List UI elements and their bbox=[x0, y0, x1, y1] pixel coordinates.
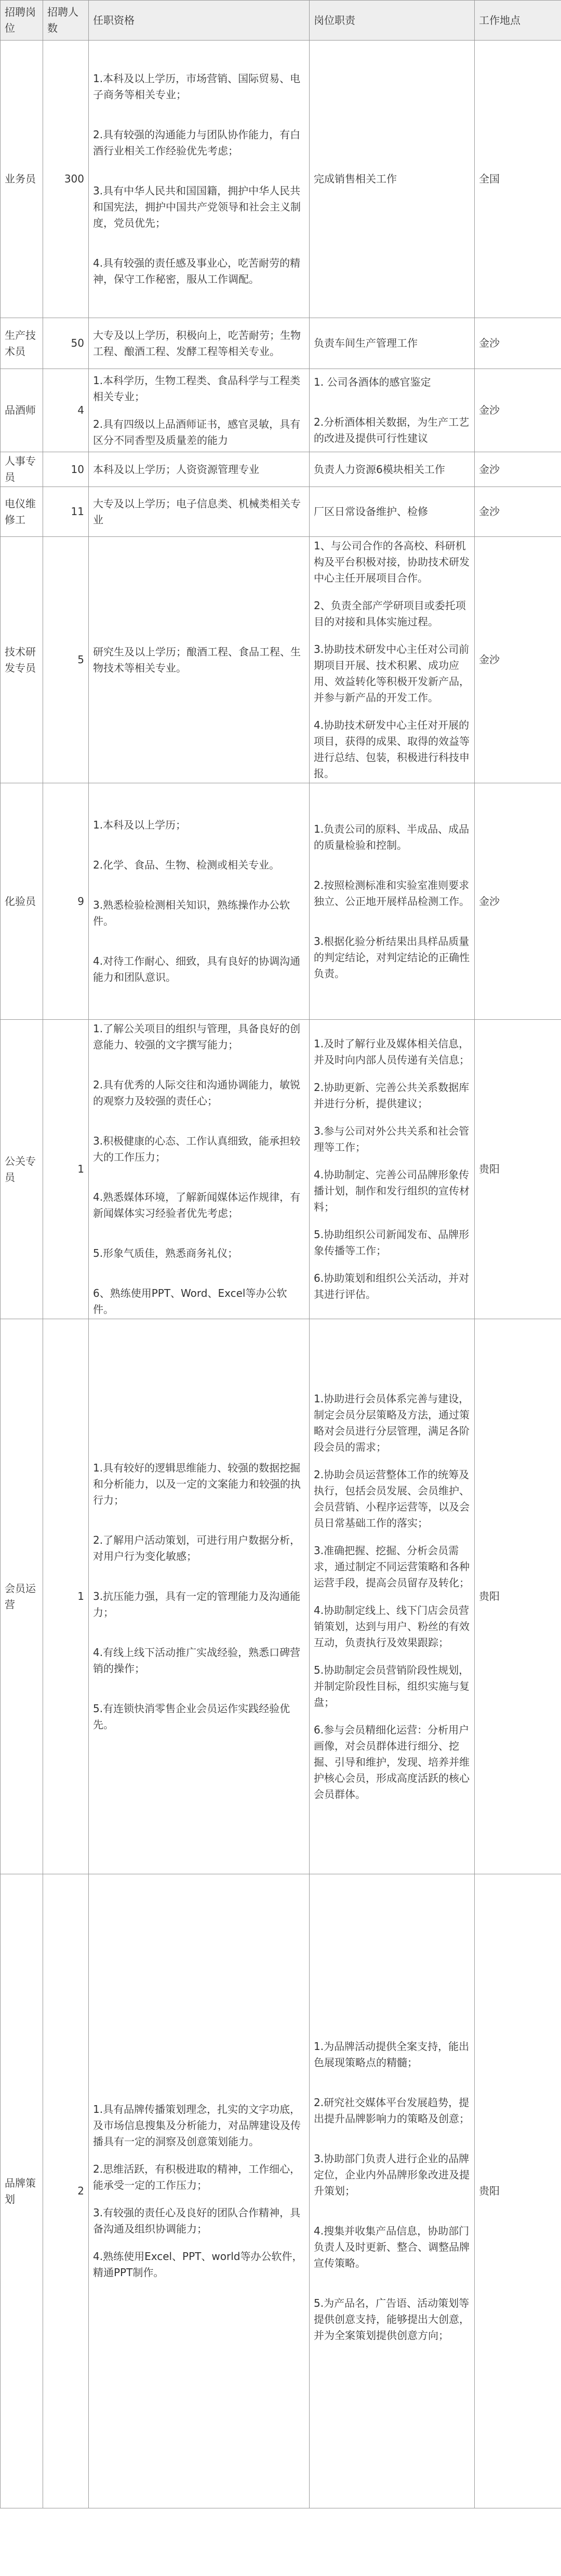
duties-cell bbox=[310, 1319, 475, 1874]
table-header-row bbox=[1, 1, 561, 41]
duties-item: 2.按照检测标准和实验室准则要求独立、公正地开展样品检测工作。 bbox=[314, 878, 470, 908]
requirements-item: 2.具有四级以上品酒师证书，感官灵敏，具有区分不同香型及质量差的能力 bbox=[93, 417, 301, 446]
count-cell: 50 bbox=[43, 318, 89, 369]
position-cell: 人事专员 bbox=[1, 452, 43, 487]
duties-item: 负责人力资源6模块相关工作 bbox=[314, 463, 445, 476]
duties-cell bbox=[310, 783, 475, 1020]
table-row bbox=[1, 369, 561, 452]
requirements-item: 4.熟练使用Excel、PPT、world等办公软件，精通PPT制作。 bbox=[93, 2250, 303, 2279]
count-cell: 11 bbox=[43, 487, 89, 537]
requirements-cell bbox=[89, 1874, 310, 2508]
duties-item: 3.协助部门负责人进行企业的品牌定位，企业内外品牌形象改进及提升策划； bbox=[314, 2152, 470, 2197]
table-row bbox=[1, 1319, 561, 1874]
requirements-cell bbox=[89, 487, 310, 537]
requirements-cell bbox=[89, 1020, 310, 1319]
duties-item: 2、负责全部产学研项目或委托项目的对接和具体实施过程。 bbox=[314, 599, 466, 628]
position-cell: 品酒师 bbox=[1, 369, 43, 452]
header-count: 招聘人数 bbox=[43, 1, 89, 41]
header-duties: 岗位职责 bbox=[310, 1, 475, 41]
requirements-item: 1.具有品牌传播策划理念，扎实的文字功底，及市场信息搜集及分析能力，对品牌建设及传播具有一定的洞察及创意策划能力。 bbox=[93, 2103, 301, 2148]
requirements-item: 2.具有较强的沟通能力与团队协作能力，有白酒行业相关工作经验优先考虑； bbox=[93, 128, 301, 157]
position-cell: 生产技术员 bbox=[1, 318, 43, 369]
table-row bbox=[1, 41, 561, 318]
duties-cell bbox=[310, 537, 475, 783]
location-cell: 金沙 bbox=[475, 452, 561, 487]
requirements-item: 3.积极健康的心态、工作认真细致，能承担较大的工作压力； bbox=[93, 1135, 301, 1163]
requirements-item: 大专及以上学历；电子信息类、机械类相关专业 bbox=[93, 497, 301, 526]
duties-item: 4.协助制定线上、线下门店会员营销策划，达到与用户、粉丝的有效互动，负责执行及效果跟踪； bbox=[314, 1604, 470, 1649]
count-cell: 1 bbox=[43, 1020, 89, 1319]
duties-item: 1、与公司合作的各高校、科研机构及平台积极对接，协助技术研发中心主任开展项目合作。 bbox=[314, 540, 470, 584]
requirements-item: 2.思维活跃，有积极进取的精神，工作细心，能承受一定的工作压力； bbox=[93, 2163, 301, 2191]
duties-item: 3.准确把握、挖掘、分析会员需求，通过制定不同运营策略和各种运营手段，提高会员留存及转化； bbox=[314, 1544, 470, 1589]
requirements-item: 5.有连锁快消零售企业会员运作实践经验优先。 bbox=[93, 1702, 290, 1731]
duties-cell bbox=[310, 487, 475, 537]
location-cell: 贵阳 bbox=[475, 1319, 561, 1874]
requirements-cell bbox=[89, 452, 310, 487]
duties-item: 5.协助制定会员营销阶段性规划，并制定阶段性目标，组织实施与复盘； bbox=[314, 1663, 470, 1708]
table-row bbox=[1, 783, 561, 1020]
count-cell: 300 bbox=[43, 41, 89, 318]
position-cell: 化验员 bbox=[1, 783, 43, 1020]
requirements-cell bbox=[89, 369, 310, 452]
duties-item: 4.协助制定、完善公司品牌形象传播计划，制作和发行组织的宣传材料； bbox=[314, 1168, 470, 1213]
requirements-cell bbox=[89, 41, 310, 318]
requirements-item: 2.了解用户活动策划，可进行用户数据分析，对用户行为变化敏感； bbox=[93, 1534, 301, 1562]
duties-cell bbox=[310, 369, 475, 452]
requirements-item: 3.有较强的责任心及良好的团队合作精神，具备沟通及组织协调能力； bbox=[93, 2206, 301, 2235]
table-row bbox=[1, 1874, 561, 2508]
requirements-item: 1.本科学历，生物工程类、食品科学与工程类相关专业； bbox=[93, 374, 301, 403]
header-location: 工作地点 bbox=[475, 1, 561, 41]
duties-item: 2.协助更新、完善公共关系数据库并进行分析，提供建议； bbox=[314, 1081, 470, 1110]
location-cell: 金沙 bbox=[475, 487, 561, 537]
duties-item: 2.协助会员运营整体工作的统筹及执行，包括会员发展、会员维护、会员营销、小程序运营等，以及会员日常基础工作的落实； bbox=[314, 1468, 470, 1529]
position-cell: 公关专员 bbox=[1, 1020, 43, 1319]
table-body bbox=[1, 41, 561, 2508]
requirements-item: 4.熟悉媒体环境，了解新闻媒体运作规律，有新闻媒体实习经验者优先考虑； bbox=[93, 1191, 301, 1219]
requirements-item: 1.本科及以上学历，市场营销、国际贸易、电子商务等相关专业； bbox=[93, 72, 301, 101]
duties-cell bbox=[310, 452, 475, 487]
duties-item: 1. 公司各酒体的感官鉴定 bbox=[314, 376, 431, 388]
requirements-item: 大专及以上学历，积极向上，吃苦耐劳；生物工程、酿酒工程、发酵工程等相关专业。 bbox=[93, 328, 301, 358]
duties-item: 1.为品牌活动提供全案支持，能出色展现策略点的精髓； bbox=[314, 2040, 470, 2069]
count-cell: 1 bbox=[43, 1319, 89, 1874]
header-position: 招聘岗位 bbox=[1, 1, 43, 41]
duties-item: 3.协助技术研发中心主任对公司前期项目开展、技术积累、成功应用、效益转化等积极开发新产品，并参与新产品的开发工作。 bbox=[314, 643, 470, 704]
location-cell: 贵阳 bbox=[475, 1874, 561, 2508]
table-row bbox=[1, 1020, 561, 1319]
table-row bbox=[1, 487, 561, 537]
duties-item: 2.分析酒体相关数据，为生产工艺的改进及提供可行性建议 bbox=[314, 416, 470, 444]
duties-item: 1.协助进行会员体系完善与建设，制定会员分层策略及方法，通过策略对会员进行分层管理，满足各阶段会员的需求； bbox=[314, 1392, 470, 1453]
location-cell: 全国 bbox=[475, 41, 561, 318]
position-cell: 品牌策划 bbox=[1, 1874, 43, 2508]
duties-cell bbox=[310, 1874, 475, 2508]
table-row bbox=[1, 318, 561, 369]
requirements-item: 4.对待工作耐心、细致，具有良好的协调沟通能力和团队意识。 bbox=[93, 955, 301, 983]
position-cell: 技术研发专员 bbox=[1, 537, 43, 783]
duties-item: 1.负责公司的原料、半成品、成品的质量检验和控制。 bbox=[314, 822, 470, 851]
location-cell: 金沙 bbox=[475, 369, 561, 452]
requirements-cell bbox=[89, 318, 310, 369]
requirements-item: 研究生及以上学历；酿酒工程、食品工程、生物技术等相关专业。 bbox=[93, 645, 301, 674]
count-cell: 9 bbox=[43, 783, 89, 1020]
requirements-item: 4.有线上线下活动推广实战经验，熟悉口碑营销的操作； bbox=[93, 1646, 301, 1675]
table-row bbox=[1, 452, 561, 487]
header-requirements: 任职资格 bbox=[89, 1, 310, 41]
duties-item: 2.研究社交媒体平台发展趋势，提出提升品牌影响力的策略及创意； bbox=[314, 2096, 470, 2125]
location-cell: 金沙 bbox=[475, 783, 561, 1020]
requirements-item: 1.本科及以上学历； bbox=[93, 819, 186, 831]
position-cell: 电仪维修工 bbox=[1, 487, 43, 537]
location-cell: 金沙 bbox=[475, 318, 561, 369]
duties-item: 厂区日常设备维护、检修 bbox=[314, 505, 428, 518]
requirements-item: 3.抗压能力强，具有一定的管理能力及沟通能力； bbox=[93, 1590, 301, 1619]
requirements-item: 6、熟练使用PPT、Word、Excel等办公软件。 bbox=[93, 1287, 287, 1316]
duties-item: 5.协助组织公司新闻发布、品牌形象传播等工作； bbox=[314, 1228, 470, 1257]
duties-cell bbox=[310, 1020, 475, 1319]
duties-item: 6.参与会员精细化运营：分析用户画像，对会员群体进行细分、挖掘、引导和维护，发现、培养并维护核心会员，形成高度活跃的核心会员群体。 bbox=[314, 1723, 470, 1800]
requirements-cell bbox=[89, 537, 310, 783]
duties-cell bbox=[310, 41, 475, 318]
duties-item: 完成销售相关工作 bbox=[314, 173, 397, 185]
location-cell: 金沙 bbox=[475, 537, 561, 783]
duties-item: 1.及时了解行业及媒体相关信息，并及时向内部人员传递有关信息； bbox=[314, 1037, 470, 1066]
requirements-cell bbox=[89, 1319, 310, 1874]
duties-item: 4.协助技术研发中心主任对开展的项目，获得的成果、取得的效益等进行总结、包装，积极进行科技申报。 bbox=[314, 719, 470, 780]
count-cell: 4 bbox=[43, 369, 89, 452]
duties-item: 4.搜集并收集产品信息，协助部门负责人及时更新、整合、调整品牌宣传策略。 bbox=[314, 2225, 470, 2269]
duties-cell bbox=[310, 318, 475, 369]
count-cell: 5 bbox=[43, 537, 89, 783]
table-row bbox=[1, 537, 561, 783]
requirements-item: 4.具有较强的责任感及事业心，吃苦耐劳的精神，保守工作秘密，服从工作调配。 bbox=[93, 257, 301, 285]
count-cell: 10 bbox=[43, 452, 89, 487]
duties-item: 5.为产品名，广告语、活动策划等提供创意支持，能够提出大创意，并为全案策划提供创意方向； bbox=[314, 2297, 470, 2342]
duties-item: 3.根据化验分析结果出具样品质量的判定结论，对判定结论的正确性负责。 bbox=[314, 935, 470, 980]
duties-item: 6.协助策划和组织公关活动，并对其进行评估。 bbox=[314, 1272, 470, 1300]
location-cell: 贵阳 bbox=[475, 1020, 561, 1319]
position-cell: 会员运营 bbox=[1, 1319, 43, 1874]
requirements-item: 5.形象气质佳，熟悉商务礼仪； bbox=[93, 1247, 238, 1259]
duties-item: 负责车间生产管理工作 bbox=[314, 337, 418, 349]
count-cell: 2 bbox=[43, 1874, 89, 2508]
duties-item: 3.参与公司对外公共关系和社会管理等工作； bbox=[314, 1125, 470, 1153]
position-cell: 业务员 bbox=[1, 41, 43, 318]
requirements-item: 3.熟悉检验检测相关知识，熟练操作办公软件。 bbox=[93, 899, 290, 927]
requirements-item: 2.化学、食品、生物、检测或相关专业。 bbox=[93, 859, 280, 871]
requirements-item: 3.具有中华人民共和国国籍，拥护中华人民共和国宪法，拥护中国共产党领导和社会主义制度，党员优先； bbox=[93, 185, 301, 229]
requirements-cell bbox=[89, 783, 310, 1020]
requirements-item: 1.具有较好的逻辑思维能力、较强的数据挖掘和分析能力，以及一定的文案能力和较强的执行力； bbox=[93, 1462, 301, 1506]
requirements-item: 本科及以上学历；人资资源管理专业 bbox=[93, 463, 259, 476]
requirements-item: 1.了解公关项目的组织与管理，具备良好的创意能力、较强的文字撰写能力； bbox=[93, 1022, 301, 1051]
requirements-item: 2.具有优秀的人际交往和沟通协调能力，敏锐的观察力及较强的责任心； bbox=[93, 1079, 301, 1107]
